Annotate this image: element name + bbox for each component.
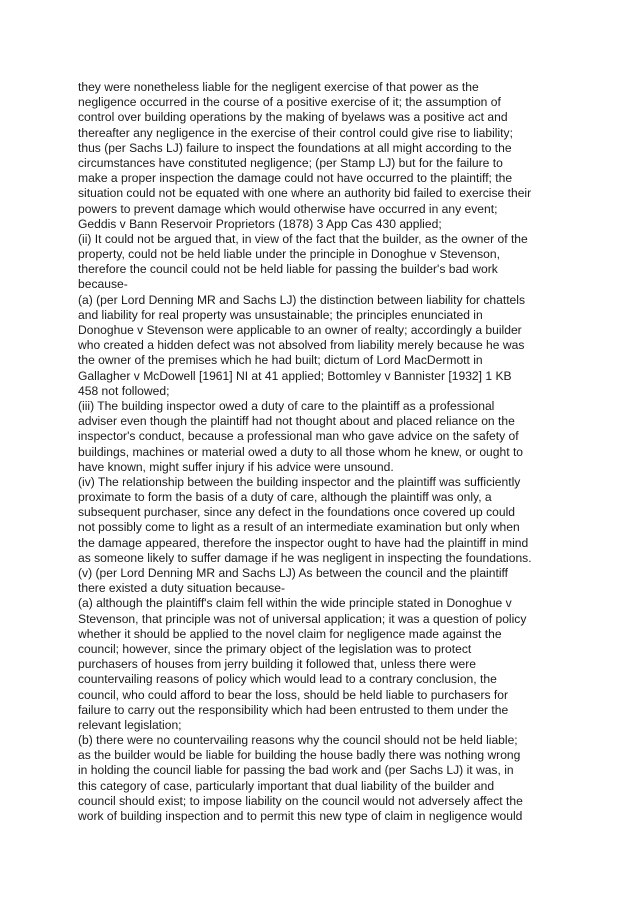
text-line: circumstances have constituted negligence; (per Stamp LJ) but for the failure to (78, 155, 503, 170)
text-line: (b) there were no countervailing reasons why the council should not be held liable; (78, 733, 518, 748)
text-line: adviser even though the plaintiff had not thought about and placed reliance on the (78, 414, 515, 429)
text-line: the owner of the premises which he had built; dictum of Lord MacDermott in (78, 353, 483, 368)
text-line: (a) (per Lord Denning MR and Sachs LJ) the distinction between liability for chattels (78, 292, 526, 307)
text-line: Geddis v Bann Reservoir Proprietors (1878) 3 App Cas 430 applied; (78, 216, 442, 231)
text-line: have known, might suffer injury if his advice were unsound. (78, 459, 394, 474)
body-text (78, 80, 558, 824)
text-line: (ii) It could not be argued that, in view of the fact that the builder, as the owner of the (78, 231, 528, 246)
text-line: because- (78, 277, 128, 292)
text-line: there existed a duty situation because- (78, 581, 286, 596)
text-line: they were nonetheless liable for the negligent exercise of that power as the (78, 80, 479, 94)
text-line: and liability for real property was unsustainable; the principles enunciated in (78, 307, 483, 322)
text-line: thus (per Sachs LJ) failure to inspect the foundations at all might according to the (78, 140, 512, 155)
text-line: therefore the council could not be held liable for passing the builder's bad work (78, 262, 498, 277)
text-line: (a) although the plaintiff's claim fell within the wide principle stated in Donoghue v (78, 596, 512, 611)
text-line: powers to prevent damage which would otherwise have occurred in any event; (78, 201, 498, 216)
text-line: buildings, machines or material owed a duty to all those whom he knew, or ought to (78, 444, 524, 459)
text-line: thereafter any negligence in the exercise of their control could give rise to liability; (78, 125, 513, 140)
text-line: situation could not be equated with one where an authority bid failed to exercise their (78, 186, 532, 201)
text-line: as someone likely to suffer damage if he was negligent in inspecting the foundations. (78, 550, 532, 565)
text-line: not possibly come to light as a result of an intermediate examination but only when (78, 520, 520, 535)
text-line: Stevenson, that principle was not of universal application; it was a question of policy (78, 611, 527, 626)
text-line: work of building inspection and to permit this new type of claim in negligence would (78, 809, 523, 823)
text-line: subsequent purchaser, since any defect in the foundations once covered up could (78, 505, 516, 520)
text-line: make a proper inspection the damage could not have occurred to the plaintiff; the (78, 171, 513, 186)
text-line: Gallagher v McDowell [1961] NI at 41 applied; Bottomley v Bannister [1932] 1 KB (78, 368, 512, 383)
text-line: Donoghue v Stevenson were applicable to an owner of realty; accordingly a builder (78, 323, 522, 337)
text-line: the damage appeared, therefore the inspector ought to have had the plaintiff in mind (78, 535, 529, 550)
text-line: (iv) The relationship between the building inspector and the plaintiff was sufficiently (78, 474, 521, 489)
text-line: 458 not followed; (78, 383, 170, 398)
text-line: whether it should be applied to the novel claim for negligence made against the (78, 626, 502, 641)
text-line: inspector's conduct, because a professional man who gave advice on the safety of (78, 429, 519, 444)
text-line: failure to carry out the responsibility which had been entrusted to them under the (78, 702, 509, 717)
text-line: proximate to form the basis of a duty of care, although the plaintiff was only, a (78, 490, 492, 505)
text-line: who created a hidden defect was not absolved from liability merely because he was (78, 338, 525, 353)
text-line: relevant legislation; (78, 717, 182, 732)
text-line: council; however, since the primary object of the legislation was to protect (78, 641, 472, 656)
text-line: property, could not be held liable under the principle in Donoghue v Stevenson, (78, 247, 500, 262)
text-line: control over building operations by the making of byelaws was a positive act and (78, 110, 508, 125)
text-line: as the builder would be liable for building the house badly there was nothing wrong (78, 748, 521, 763)
text-line: countervailing reasons of policy which would lead to a contrary conclusion, the (78, 672, 497, 687)
text-line: negligence occurred in the course of a positive exercise of it; the assumption of (78, 95, 501, 110)
text-line: this category of case, particularly important that dual liability of the builder and (78, 778, 495, 793)
text-line: in holding the council liable for passing the bad work and (per Sachs LJ) it was, in (78, 763, 514, 778)
text-line: council, who could afford to bear the loss, should be held liable to purchasers for (78, 687, 509, 702)
text-line: council should exist; to impose liability on the council would not adversely affect the (78, 793, 523, 808)
text-line: (iii) The building inspector owed a duty of care to the plaintiff as a professional (78, 398, 495, 413)
text-line: purchasers of houses from jerry building it followed that, unless there were (78, 657, 476, 672)
text-line: (v) (per Lord Denning MR and Sachs LJ) As between the council and the plaintiff (78, 566, 509, 580)
